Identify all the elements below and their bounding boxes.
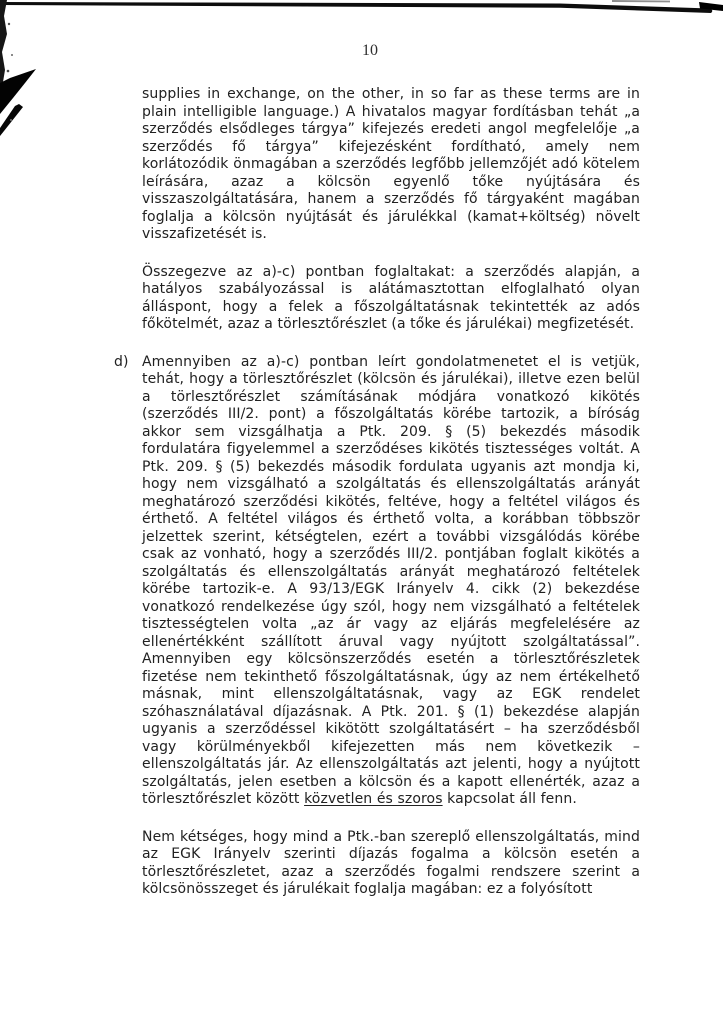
- scan-top-line-faint: [612, 0, 670, 2]
- paragraph-closing: Nem kétséges, hogy mind a Ptk.-ban szereplő ellenszolgáltatás, mind az EGK Irányelv szerinti díjazás fogalma a kölcsön esetén a törlesztőrészletet, azaz a szerződés fogalmi rendszere szerint a kölcsönösszeget és járulékait foglalja magában: ez a folyósított: [142, 828, 640, 897]
- point-d-label: d): [114, 353, 129, 370]
- scan-top-line: [0, 2, 712, 13]
- scan-streak: [0, 104, 23, 136]
- scan-top-right-mark: [699, 2, 723, 11]
- scan-wedge: [0, 69, 36, 114]
- paragraph-summary: Összegezve az a)-c) pontban foglaltakat: a szerződés alapján, a hatályos szabályozással is alátámasztottan elfoglalható olyan álláspont, hogy a felek a főszolgáltatásnak tekintették az adós főkötelmét, azaz a törlesztőrészlet (a tőke és járulékai) megfizetését.: [142, 263, 640, 332]
- point-d-text: Amennyiben az a)-c) pontban leírt gondolatmenetet el is vetjük, tehát, hogy a törlesztőrészlet (kölcsön és járulékai), illetve ezen belül a törlesztőrészlet számításának módjára vonatkozó kikötés (szerződés III/2. pont) a főszolgáltatás körébe tartozik, a bíróság akkor sem vizsgálhatja a Ptk. 209. § (5) bekezdés második fordulatára figyelemmel a szerződéses kikötés tisztességes voltát. A Ptk. 209. § (5) bekezdés második fordulata ugyanis azt mondja ki, hogy nem vizsgálható a szolgáltatás és ellenszolgáltatás arányát meghatározó szerződési kikötés, feltéve, hogy a feltétel világos és érthető. A feltétel világos és érthető volta, a korábban többször jelzettek szerint, kétségtelen, ezért a további vizsgálódás körébe csak az vonható, hogy a szerződés III/2. pontjában foglalt kikötés a szolgáltatás és ellenszolgáltatás arányát meghatározó feltételek körébe tartozik-e. A 93/13/EGK Irányelv 4. cikk (2) bekezdése vonatkozó rendelkezése úgy szól, hogy nem vizsgálható a feltételek tisztességtelen volta „az ár vagy az eljárás megfelelésére az ellenértékként szállított áruval vagy nyújtott szolgáltatással”. Amennyiben egy kölcsönszerződés esetén a törlesztőrészletek fizetése nem tekinthető főszolgáltatásnak, úgy az nem értékelhető másnak, mint ellenszolgáltatásnak, vagy az EGK rendelet szóhasználatával díjazásnak. A Ptk. 201. § (1) bekezdése alapján ugyanis a szerződéssel kikötött szolgáltatásért – ha szerződésből vagy körülményekből kifejezetten más nem következik – ellenszolgáltatás jár. Az ellenszolgáltatás azt jelenti, hogy a nyújtott szolgáltatás, jelen esetben a kölcsön és a kapott ellenérték, azaz a törlesztőrészlet között: [142, 353, 640, 807]
- document-body: [114, 86, 640, 919]
- page-number: 10: [362, 42, 378, 59]
- paragraph-directive-quote: supplies in exchange, on the other, in so far as these terms are in plain intelligible language.) A hivatalos magyar fordításban tehát „a szerződés elsődleges tárgya” kifejezés eredeti angol megfelelője „a szerződés fő tárgya” kifejezésként fordítható, amely nem korlátozódik önmagában a szerződés legfőbb jellemzőjét adó kötelem leírására, azaz a kölcsön egyenlő tőke nyújtására és visszaszolgáltatására, hanem a szerződés fő tárgyaként magában foglalja a kölcsön nyújtását és járulékkal (kamat+költség) növelt visszafizetését is.: [142, 86, 640, 242]
- point-d-text-end: kapcsolat áll fenn.: [442, 791, 577, 807]
- underlined-phrase: közvetlen és szoros: [304, 791, 443, 807]
- paragraph-point-d: [114, 353, 640, 809]
- scan-speckle: [10, 119, 12, 121]
- scan-speckle: [8, 23, 10, 25]
- scan-speckle: [7, 70, 10, 73]
